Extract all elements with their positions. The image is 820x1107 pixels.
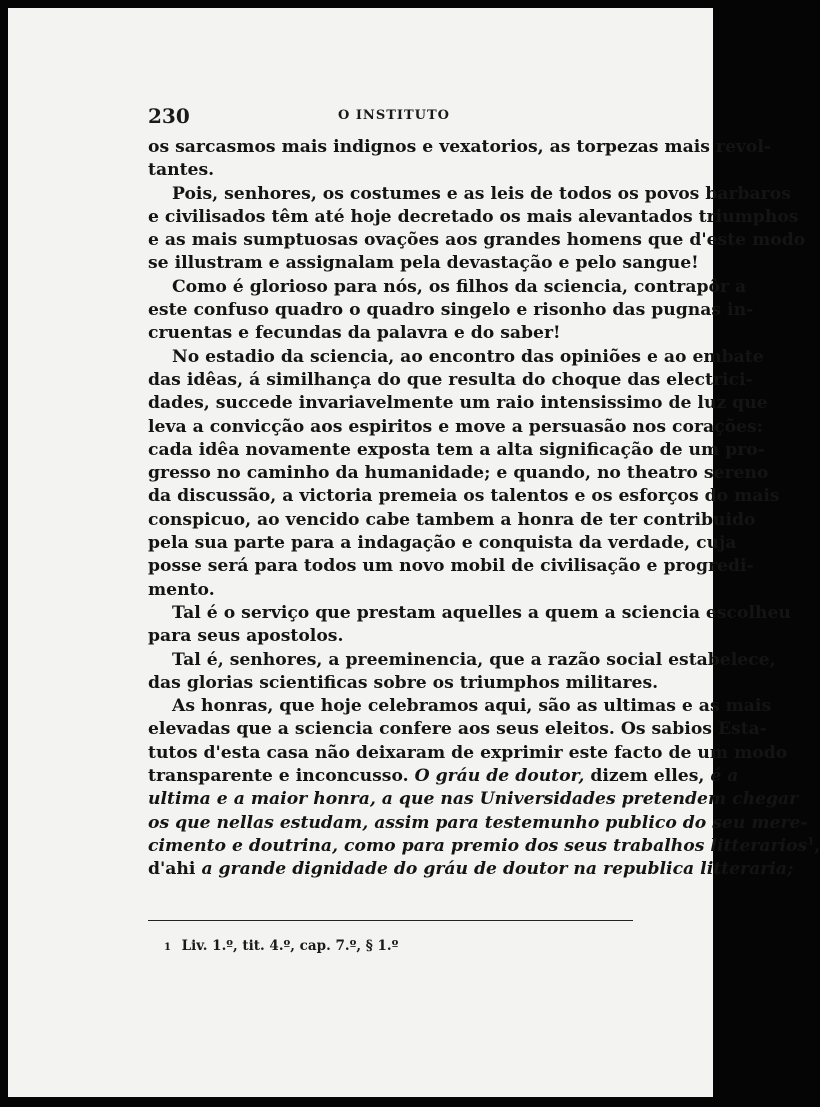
text-line: das idêas, á similhança do que resulta do choque das electrici-	[148, 369, 753, 390]
text-line: leva a convicção aos espiritos e move a persuasão nos corações:	[148, 416, 764, 437]
text-line: para seus apostolos.	[148, 626, 344, 647]
text-line: tantes.	[148, 160, 215, 181]
text-line: As honras, que hoje celebramos aqui, são as ultimas e as mais	[172, 696, 772, 717]
paragraph-2	[148, 183, 806, 276]
text-line: elevadas que a sciencia confere aos seus eleitos. Os sabios Esta-	[148, 719, 767, 740]
text-line: mento.	[148, 579, 215, 600]
text-run: transparente e inconcusso.	[148, 766, 415, 787]
text-line: Tal é o serviço que prestam aquelles a quem a sciencia escolheu	[172, 602, 791, 623]
footnote-divider	[148, 920, 633, 921]
text-line: e as mais sumptuosas ovações aos grandes homens que d'este modo	[148, 230, 806, 251]
paragraph-5	[148, 602, 791, 649]
paragraph-1	[148, 136, 772, 183]
text-line: Pois, senhores, os costumes e as leis de todos os povos barbaros	[172, 183, 791, 204]
footnote-marker: 1	[164, 942, 171, 953]
text-line: Tal é, senhores, a preeminencia, que a razão social estabelece,	[172, 649, 776, 670]
paragraph-6	[148, 649, 776, 696]
body-text	[148, 136, 820, 882]
text-line: os que nellas estudam, assim para testemunho publico do seu mere-	[148, 812, 808, 833]
text-line: cruentas e fecundas da palavra e do saber!	[148, 323, 561, 344]
text-line: Como é glorioso para nós, os filhos da sciencia, contrapôr a	[172, 276, 747, 297]
text-line: conspicuo, ao vencido cabe tambem a honra de ter contribuido	[148, 509, 756, 530]
footnote	[164, 938, 398, 954]
text-line: os sarcasmos mais indignos e vexatorios, as torpezas mais revol-	[148, 137, 772, 157]
text-line: e civilisados têm até hoje decretado os mais alevantados triumphos	[148, 206, 799, 227]
italic-run: cimento e doutrina, como para premio dos seus trabalhos litterarios	[148, 835, 808, 856]
text-line: das glorias scientificas sobre os triumphos militares.	[148, 672, 659, 693]
footnote-reference[interactable]: 1	[807, 836, 815, 848]
paragraph-3	[148, 276, 754, 346]
text-line: ultima e a maior honra, a que nas Universidades pretendem chegar	[148, 789, 799, 810]
page-number: 230	[148, 104, 190, 128]
text-line: dades, succede invariavelmente um raio intensissimo de luz que	[148, 393, 768, 414]
scanned-page	[8, 8, 820, 1097]
text-line: cada idêa novamente exposta tem a alta significação de um pro-	[148, 439, 765, 460]
text-line: No estadio da sciencia, ao encontro das opiniões e ao embate	[172, 346, 764, 367]
text-run: d'ahi	[148, 859, 202, 880]
text-line: gresso no caminho da humanidade; e quando, no theatro sereno	[148, 463, 769, 484]
text-line	[148, 858, 794, 881]
text-line: pela sua parte para a indagação e conquista da verdade, cuja	[148, 533, 737, 554]
text-line: da discussão, a victoria premeia os talentos e os esforços do mais	[148, 486, 780, 507]
italic-run: é a	[710, 766, 739, 787]
italic-run: O gráu de doutor,	[414, 766, 585, 787]
paragraph-7	[148, 695, 820, 881]
text-line: este confuso quadro o quadro singelo e risonho das pugnas in-	[148, 300, 754, 321]
paragraph-4	[148, 346, 780, 602]
footnote-text: Liv. 1.º, tit. 4.º, cap. 7.º, § 1.º	[181, 938, 399, 954]
text-run: ,	[814, 835, 820, 856]
page-header	[148, 100, 638, 130]
text-line: tutos d'esta casa não deixaram de exprimir este facto de um modo	[148, 742, 788, 763]
italic-run: a grande dignidade do gráu de doutor na republica litteraria;	[201, 859, 794, 880]
running-title: O INSTITUTO	[338, 108, 450, 123]
text-line	[148, 765, 739, 788]
text-line	[148, 835, 820, 858]
text-line: se illustram e assignalam pela devastação e pelo sangue!	[148, 253, 699, 274]
text-line: posse será para todos um novo mobil de civilisação e progredi-	[148, 556, 754, 577]
text-run: dizem elles,	[584, 766, 711, 787]
